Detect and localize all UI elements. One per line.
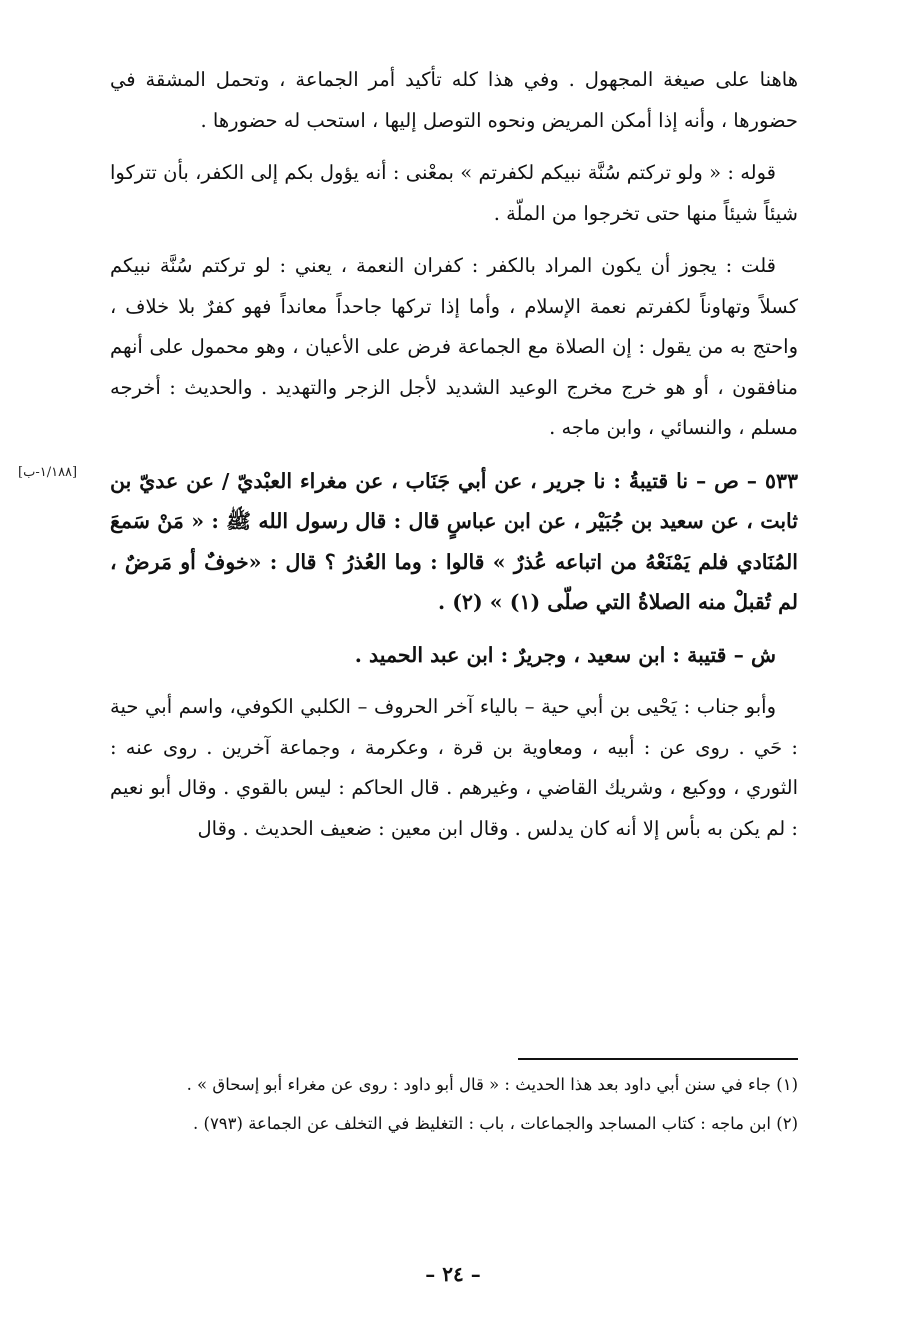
footnote-1: (١) جاء في سنن أبي داود بعد هذا الحديث : « قال أبو داود : روى عن مغراء أبو إسحاق » . [186,1075,798,1094]
footnote-2: (٢) ابن ماجه : كتاب المساجد والجماعات ، باب : التغليظ في التخلف عن الجماعة (٧٩٣) . [193,1114,798,1133]
narrator-biography: وأبو جناب : يَحْيى بن أبي حية – بالياء آخر الحروف – الكلبي الكوفي، واسم أبي حية : حَي . روى عن : أبيه ، ومعاوية بن قرة ، وعكرمة ، وجماعة آخرين . روى عنه : الثوري ، ووكيع ، وشريك القاضي ، وغيرهم . قال الحاكم : ليس بالقوي . وقال أبو نعيم : لم يكن به بأس إلا أنه كان يدلس . وقال ابن معين : ضعيف الحديث . وقال [110,695,798,840]
page-number: – ٢٤ – [425,1262,481,1286]
paragraph-1: هاهنا على صيغة المجهول . وفي هذا كله تأكيد أمر الجماعة ، وتحمل المشقة في حضورها ، وأنه إذا أمكن المريض ونحوه التوصل إليها ، استحب له حضورها . [110,68,798,132]
footnote-divider [518,1058,798,1060]
paragraph-3: قلت : يجوز أن يكون المراد بالكفر : كفران النعمة ، يعني : لو تركتم سُنَّة نبيكم كسلاً وتهاوناً لكفرتم نعمة الإسلام ، وأما إذا تركها جاحداً معانداً فهو كفرٌ بلا خلاف ، واحتج به من يقول : إن الصلاة مع الجماعة فرض على الأعيان ، وهو محمول على أنهم منافقون ، أو هو خرج مخرج الوعيد الشديد لأجل الزجر والتهديد . والحديث : أخرجه مسلم ، والنسائي ، وابن ماجه . [110,254,798,439]
paragraph-2: قوله : « ولو تركتم سُنَّة نبيكم لكفرتم » بمعْنى : أنه يؤول بكم إلى الكفر، بأن تتركوا شيئاً شيئاً منها حتى تخرجوا من الملّة . [110,161,798,225]
margin-reference: [١/١٨٨-ب] [18,464,78,480]
main-text [18,60,798,861]
sharh-intro: ش – قتيبة : ابن سعيد ، وجريرٌ : ابن عبد الحميد . [354,642,776,667]
footnotes [110,1068,798,1146]
hadith-text: ٥٣٣ – ص – نا قتيبةُ : نا جرير ، عن أبي جَنَاب ، عن مغراء العبْديّ / عن عديّ بن ثابت ، عن سعيد بن جُبَيْر ، عن ابن عباسٍ قال : قال رسول الله ﷺ : « مَنْ سَمعَ المُنَادي فلم يَمْنَعْهُ من اتباعه عُذرٌ » قالوا : وما العُذرُ ؟ قال : «خوفٌ أو مَرضٌ ، لم تُقبلْ منه الصلاةُ التي صلّى (١) » (٢) . [110,468,798,614]
hadith-block [18,461,798,623]
